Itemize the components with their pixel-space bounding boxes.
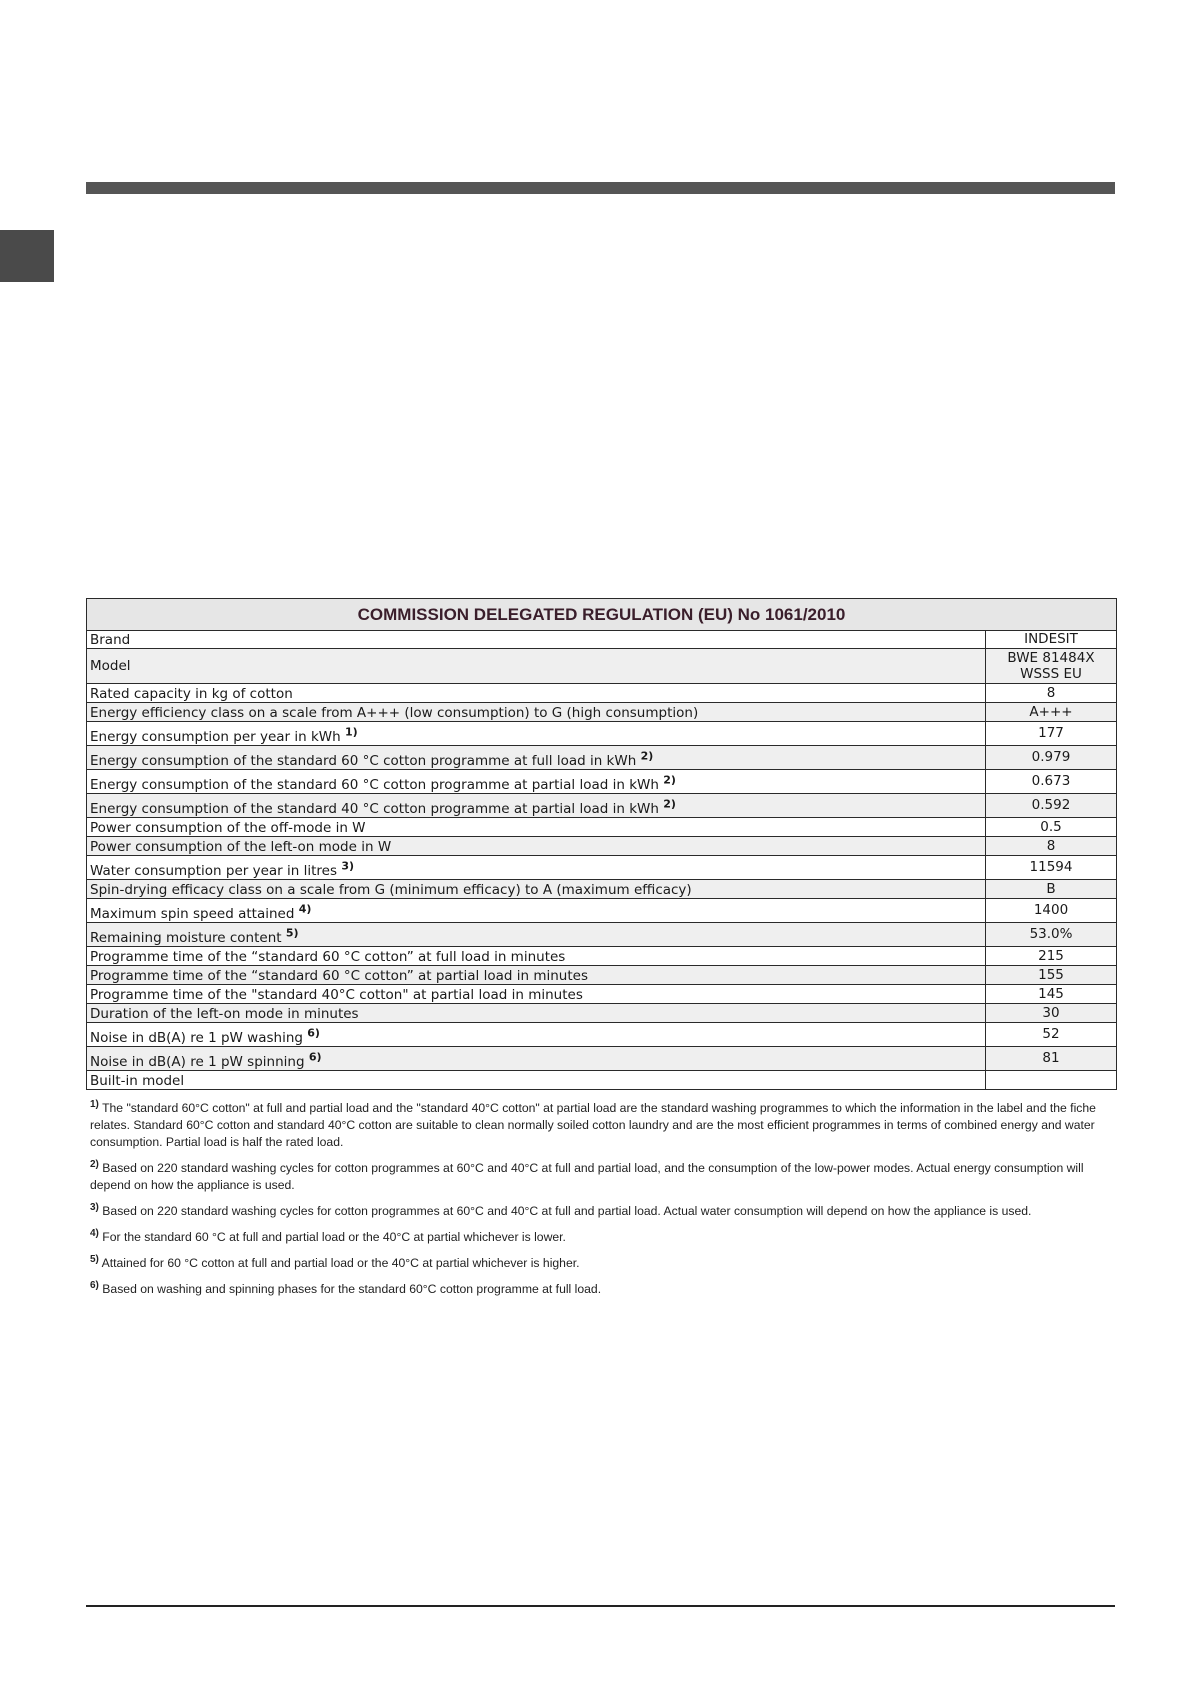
row-value: 8 [986, 684, 1117, 703]
table-row [87, 1023, 1117, 1047]
table-row [87, 947, 1117, 966]
footnote [90, 1160, 1115, 1194]
footnote-text: Based on 220 standard washing cycles for cotton programmes at 60°C and 40°C at full and partial load, and the consumption of the low-power modes. Actual energy consumption will depend on how the appliance is used. [90, 1161, 1084, 1192]
row-value: 81 [986, 1047, 1117, 1071]
footnote-mark: 2) [90, 1158, 99, 1170]
footnote-text: Based on 220 standard washing cycles for cotton programmes at 60°C and 40°C at full and partial load. Actual water consumption will depend on how the appliance is used. [102, 1204, 1032, 1218]
row-value: 215 [986, 947, 1117, 966]
footnote-ref: 1) [345, 725, 358, 739]
table-row [87, 899, 1117, 923]
row-label: Programme time of the “standard 60 °C cotton” at partial load in minutes [87, 966, 986, 985]
row-label: Built-in model [87, 1071, 986, 1090]
footnote-text: For the standard 60 °C at full and partial load or the 40°C at partial whichever is lower. [102, 1230, 566, 1244]
footnote-mark: 1) [90, 1098, 99, 1110]
row-label: Energy efficiency class on a scale from A+++ (low consumption) to G (high consumption) [87, 703, 986, 722]
footnote-mark: 3) [90, 1201, 99, 1213]
row-value: 30 [986, 1004, 1117, 1023]
footnote-ref: 2) [663, 773, 676, 787]
row-value: INDESIT [986, 631, 1117, 649]
footnote [90, 1281, 1115, 1298]
table-row [87, 722, 1117, 746]
footnote-ref: 3) [341, 859, 354, 873]
row-label: Energy consumption per year in kWh $^{1)}$ [87, 722, 986, 746]
row-label: Energy consumption of the standard 40 °C cotton programme at partial load in kWh $^{2)}$ [87, 794, 986, 818]
row-value: 155 [986, 966, 1117, 985]
footnote-ref: 2) [640, 749, 654, 763]
footnote-ref: 4) [298, 902, 312, 916]
row-label: Spin-drying efficacy class on a scale from G (minimum efficacy) to A (maximum efficacy) [87, 880, 986, 899]
table-title-row [87, 599, 1117, 631]
row-value: B [986, 880, 1117, 899]
table-row [87, 794, 1117, 818]
table-row [87, 703, 1117, 722]
table-row [87, 880, 1117, 899]
footnote-mark: 5) [90, 1253, 99, 1265]
row-value: 1400 [986, 899, 1117, 923]
footnote [90, 1255, 1115, 1272]
row-value: 177 [986, 722, 1117, 746]
footnotes [90, 1100, 1115, 1307]
row-label: Energy consumption of the standard 60 °C cotton programme at full load in kWh $^{2)}$ [87, 746, 986, 770]
row-label: Programme time of the “standard 60 °C cotton” at full load in minutes [87, 947, 986, 966]
table-row [87, 1004, 1117, 1023]
footer-rule [86, 1605, 1115, 1607]
footnote-text: The "standard 60°C cotton" at full and partial load and the "standard 40°C cotton" at partial load are the standard washing programmes to which the information in the label and the fiche relates. Standard 60°C cotton and standard 40°C cotton are suitable to clean normally soiled cotton laundry and are the most efficient programmes in terms of combined energy and water consumption. Partial load is half the rated load. [90, 1101, 1096, 1149]
footnote-text: Attained for 60 °C cotton at full and partial load or the 40°C at partial whichever is higher. [101, 1256, 580, 1270]
row-label: Noise in dB(A) re 1 pW spinning $^{6)}$ [87, 1047, 986, 1071]
footnote-ref: 2) [663, 797, 676, 811]
table-row [87, 985, 1117, 1004]
table-row [87, 1071, 1117, 1090]
header-rule [86, 182, 1115, 194]
regulation-table [86, 598, 1117, 1090]
footnote-mark: 6) [90, 1279, 99, 1291]
row-value: 0.592 [986, 794, 1117, 818]
footnote-text: Based on washing and spinning phases for the standard 60°C cotton programme at full load. [102, 1282, 602, 1296]
row-label: Programme time of the "standard 40°C cotton" at partial load in minutes [87, 985, 986, 1004]
row-value: 53.0% [986, 923, 1117, 947]
footnote [90, 1203, 1115, 1220]
row-label: Water consumption per year in litres $^{3)}$ [87, 856, 986, 880]
table-row [87, 966, 1117, 985]
row-value: 8 [986, 837, 1117, 856]
table-row [87, 631, 1117, 649]
row-value: 0.979 [986, 746, 1117, 770]
row-label: Noise in dB(A) re 1 pW washing $^{6)}$ [87, 1023, 986, 1047]
row-value: BWE 81484X WSSS EU [986, 649, 1117, 684]
row-value: 11594 [986, 856, 1117, 880]
row-value: 145 [986, 985, 1117, 1004]
table-row [87, 684, 1117, 703]
table-row [87, 837, 1117, 856]
row-label: Energy consumption of the standard 60 °C cotton programme at partial load in kWh $^{2)}$ [87, 770, 986, 794]
table-row [87, 746, 1117, 770]
table-row [87, 923, 1117, 947]
row-value: 0.673 [986, 770, 1117, 794]
row-label: Maximum spin speed attained $^{4)}$ [87, 899, 986, 923]
table-row [87, 1047, 1117, 1071]
language-tab [0, 230, 54, 282]
row-label: Power consumption of the left-on mode in W [87, 837, 986, 856]
row-value: 52 [986, 1023, 1117, 1047]
footnote-ref: 6) [307, 1026, 320, 1040]
table-row [87, 818, 1117, 837]
table-row [87, 649, 1117, 684]
row-value: A+++ [986, 703, 1117, 722]
row-label: Power consumption of the off-mode in W [87, 818, 986, 837]
footnote-ref: 6) [308, 1050, 322, 1064]
row-label: Rated capacity in kg of cotton [87, 684, 986, 703]
row-label: Model [87, 649, 986, 684]
row-value [986, 1071, 1117, 1090]
regulation-title: COMMISSION DELEGATED REGULATION (EU) No 1061/2010 [87, 599, 1117, 631]
table-row [87, 856, 1117, 880]
row-label: Brand [87, 631, 986, 649]
footnote-ref: 5) [285, 926, 299, 940]
row-label: Duration of the left-on mode in minutes [87, 1004, 986, 1023]
row-value: 0.5 [986, 818, 1117, 837]
footnote [90, 1229, 1115, 1246]
row-label: Remaining moisture content $^{5)}$ [87, 923, 986, 947]
table-row [87, 770, 1117, 794]
footnote [90, 1100, 1115, 1151]
footnote-mark: 4) [90, 1227, 99, 1239]
